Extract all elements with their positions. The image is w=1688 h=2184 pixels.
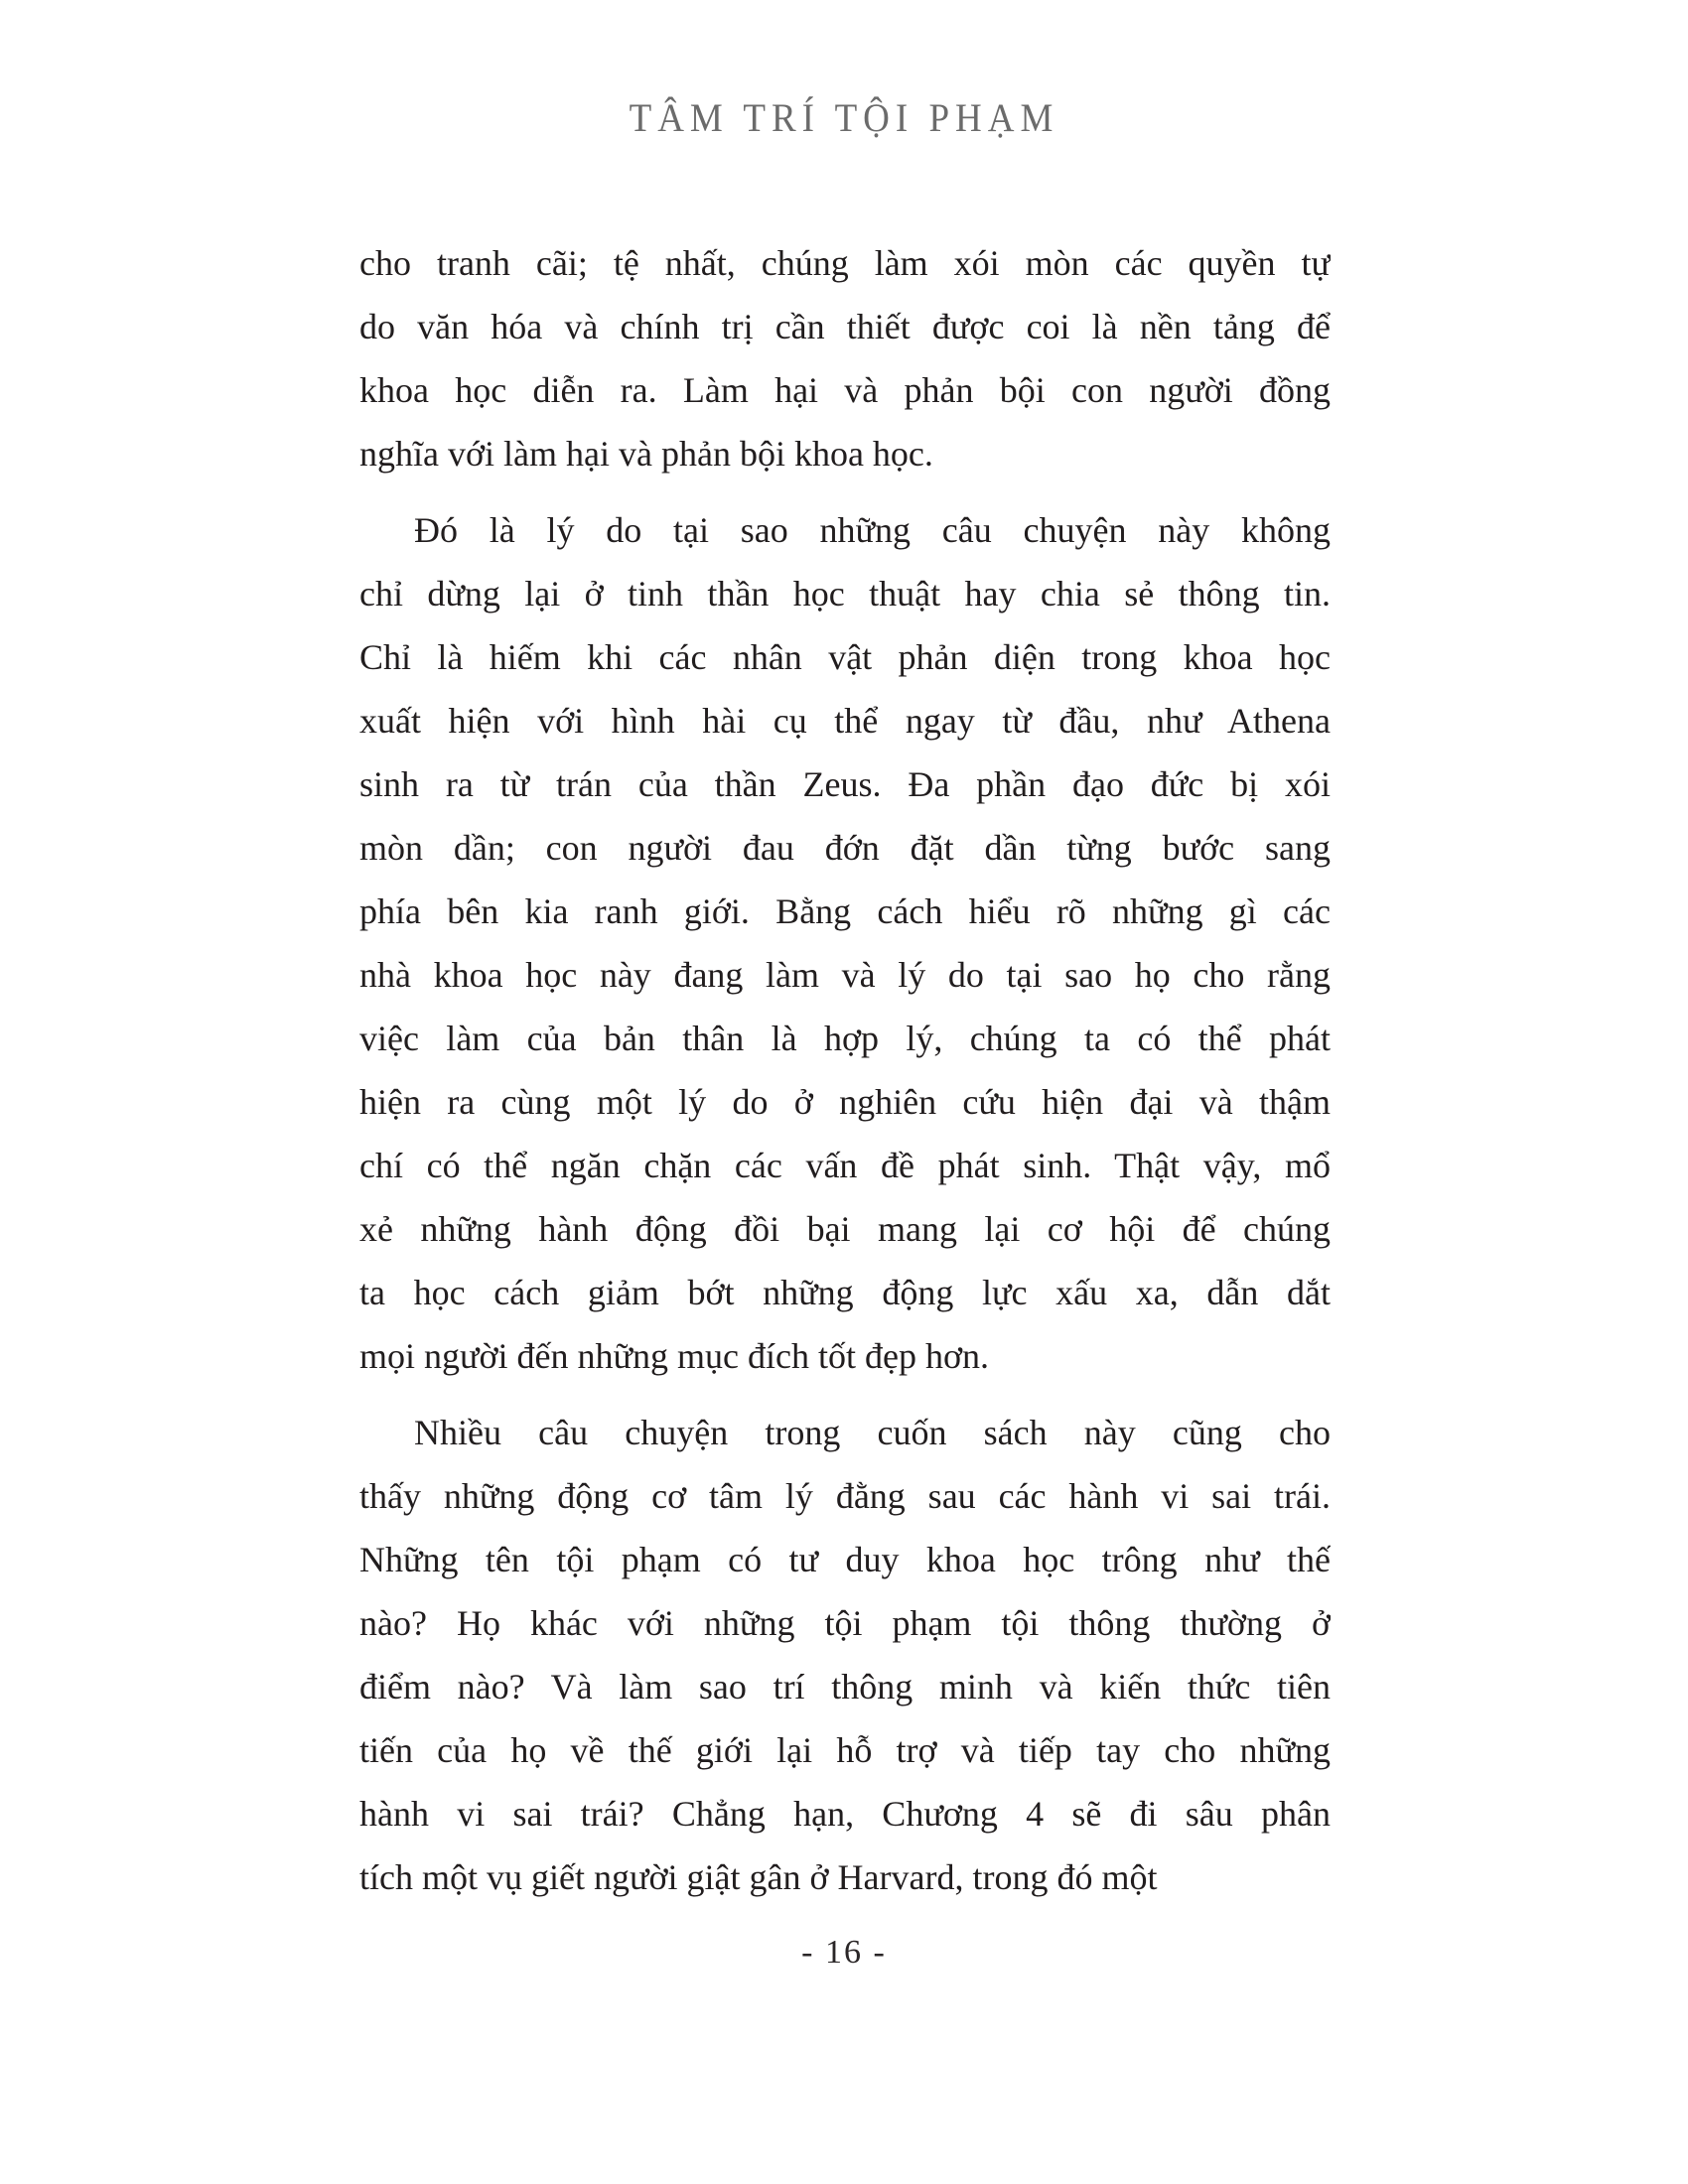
text-line: xẻ những hành động đồi bại mang lại cơ hội để chúng (359, 1209, 1331, 1249)
text-line: do văn hóa và chính trị cần thiết được coi là nền tảng để (359, 307, 1331, 346)
text-line: hiện ra cùng một lý do ở nghiên cứu hiện đại và thậm (359, 1082, 1331, 1122)
page-number: - 16 - (801, 1934, 887, 1971)
text-line: Chỉ là hiếm khi các nhân vật phản diện trong khoa học (359, 637, 1331, 677)
text-line: điểm nào? Và làm sao trí thông minh và kiến thức tiên (359, 1667, 1331, 1706)
paragraph (359, 231, 1331, 485)
text-line: xuất hiện với hình hài cụ thể ngay từ đầu, như Athena (359, 701, 1331, 741)
text-line: sinh ra từ trán của thần Zeus. Đa phần đạo đức bị xói (359, 764, 1331, 804)
text-line: việc làm của bản thân là hợp lý, chúng ta có thể phát (359, 1019, 1331, 1058)
text-line: cho tranh cãi; tệ nhất, chúng làm xói mòn các quyền tự (359, 243, 1331, 283)
text-line: Đó là lý do tại sao những câu chuyện này không (414, 510, 1331, 550)
text-line: thấy những động cơ tâm lý đằng sau các hành vi sai trái. (359, 1476, 1331, 1516)
text-line: hành vi sai trái? Chẳng hạn, Chương 4 sẽ đi sâu phân (359, 1794, 1331, 1834)
running-header: TÂM TRÍ TỘI PHẠM (629, 96, 1059, 141)
text-line: mọi người đến những mục đích tốt đẹp hơn. (359, 1336, 990, 1376)
text-line: nghĩa với làm hại và phản bội khoa học. (359, 434, 933, 474)
text-line: Nhiều câu chuyện trong cuốn sách này cũng cho (414, 1413, 1331, 1452)
text-line: chí có thể ngăn chặn các vấn đề phát sinh. Thật vậy, mổ (359, 1146, 1331, 1185)
text-line: tiến của họ về thế giới lại hỗ trợ và tiếp tay cho những (359, 1730, 1331, 1770)
text-line: tích một vụ giết người giật gân ở Harvard, trong đó một (359, 1857, 1158, 1897)
text-line: chỉ dừng lại ở tinh thần học thuật hay chia sẻ thông tin. (359, 574, 1331, 614)
text-line: mòn dần; con người đau đớn đặt dần từng bước sang (359, 828, 1331, 868)
body-text (359, 231, 1331, 1909)
text-line: ta học cách giảm bớt những động lực xấu xa, dẫn dắt (359, 1273, 1331, 1312)
paragraph (359, 1401, 1331, 1909)
text-line: nào? Họ khác với những tội phạm tội thông thường ở (359, 1603, 1331, 1643)
text-line: Những tên tội phạm có tư duy khoa học trông như thế (359, 1540, 1331, 1579)
paragraph (359, 498, 1331, 1388)
text-line: phía bên kia ranh giới. Bằng cách hiểu rõ những gì các (359, 891, 1331, 931)
text-line: nhà khoa học này đang làm và lý do tại sao họ cho rằng (359, 955, 1331, 995)
text-line: khoa học diễn ra. Làm hại và phản bội con người đồng (359, 370, 1331, 410)
